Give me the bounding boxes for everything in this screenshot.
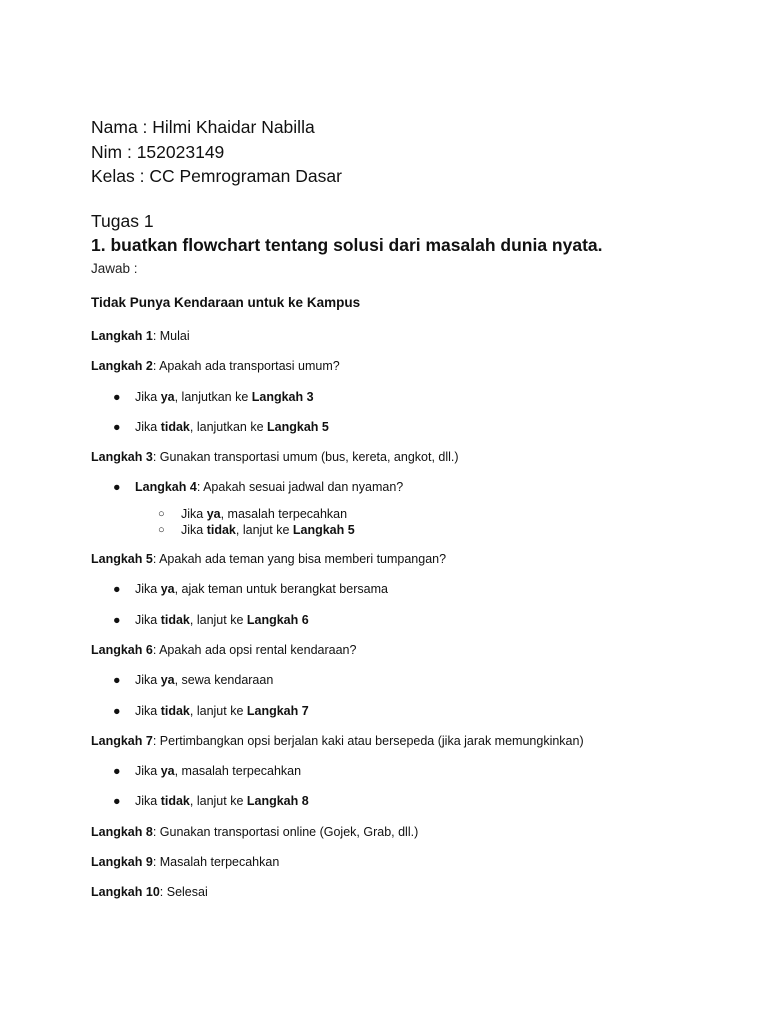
list-item: ● Jika ya, sewa kendaraan (113, 673, 274, 688)
student-nim: Nim : 152023149 (91, 141, 225, 162)
circle-bullet-icon: ○ (158, 507, 165, 520)
student-info (91, 115, 342, 189)
step-text: : Gunakan transportasi online (Gojek, Grab, dll.) (152, 824, 419, 839)
step-text: : Mulai (152, 329, 190, 343)
bullet-icon: ● (113, 673, 121, 688)
step-label: Langkah 1 (91, 329, 153, 343)
list-item: ● Jika tidak, lanjut ke Langkah 7 (113, 703, 309, 718)
bullet-icon: ● (113, 582, 121, 597)
bullet-icon: ● (113, 419, 121, 434)
step-7 (91, 732, 751, 750)
sub-list-item: ○ Jika tidak, lanjut ke Langkah 5 (158, 522, 355, 537)
step-5 (91, 550, 751, 568)
step-label: Langkah 6 (91, 642, 153, 657)
step-label: Langkah 3 (91, 450, 153, 465)
sub-list (91, 506, 751, 538)
bullet-icon: ● (113, 612, 121, 627)
bullet-icon: ● (113, 703, 121, 718)
list-item: ● Langkah 4: Apakah sesuai jadwal dan nyaman? (113, 480, 404, 495)
step-text: : Apakah ada transportasi umum? (152, 359, 340, 374)
step-text: : Masalah terpecahkan (152, 855, 280, 870)
student-name: Nama : Hilmi Khaidar Nabilla (91, 117, 315, 137)
step-9 (91, 853, 751, 871)
step-10 (91, 883, 751, 901)
step-label: Langkah 5 (91, 552, 153, 567)
step-1 (91, 327, 751, 345)
step-8 (91, 823, 751, 841)
circle-bullet-icon: ○ (158, 523, 165, 536)
answer-label: Jawab : (91, 261, 138, 276)
bullet-icon: ● (113, 480, 121, 495)
step-2 (91, 357, 751, 375)
step-label: Langkah 8 (91, 824, 153, 839)
bullet-icon: ● (113, 794, 121, 809)
step-text: : Apakah ada opsi rental kendaraan? (152, 642, 357, 657)
task-section (91, 209, 603, 279)
list-item: ● Jika tidak, lanjut ke Langkah 8 (113, 794, 309, 809)
step-text: : Pertimbangkan opsi berjalan kaki atau bersepeda (jika jarak memungkinkan) (152, 733, 584, 748)
step-text: : Selesai (159, 885, 208, 900)
step-label: Langkah 2 (91, 359, 153, 374)
task-title: Tugas 1 (91, 211, 154, 231)
step-label: Langkah 7 (91, 733, 153, 748)
task-question: 1. buatkan flowchart tentang solusi dari masalah dunia nyata. (91, 235, 603, 255)
bullet-icon: ● (113, 764, 121, 779)
step-label: Langkah 10 (91, 885, 160, 900)
list-item: ● Jika tidak, lanjutkan ke Langkah 5 (113, 419, 329, 434)
list-item: ● Jika ya, ajak teman untuk berangkat bersama (113, 582, 388, 597)
list-item: ● Jika ya, masalah terpecahkan (113, 764, 302, 779)
step-text: : Apakah ada teman yang bisa memberi tumpangan? (152, 552, 447, 567)
problem-title: Tidak Punya Kendaraan untuk ke Kampus (91, 295, 361, 310)
list-item: ● Jika ya, lanjutkan ke Langkah 3 (113, 389, 314, 404)
step-6 (91, 641, 751, 659)
sub-list-item: ○ Jika ya, masalah terpecahkan (158, 506, 348, 521)
student-class: Kelas : CC Pemrograman Dasar (91, 166, 342, 186)
list-item: ● Jika tidak, lanjut ke Langkah 6 (113, 612, 309, 627)
step-label: Langkah 9 (91, 855, 153, 870)
steps-list (91, 327, 751, 914)
bullet-icon: ● (113, 389, 121, 404)
step-text: : Gunakan transportasi umum (bus, kereta, angkot, dll.) (152, 450, 459, 465)
step-3 (91, 448, 751, 466)
